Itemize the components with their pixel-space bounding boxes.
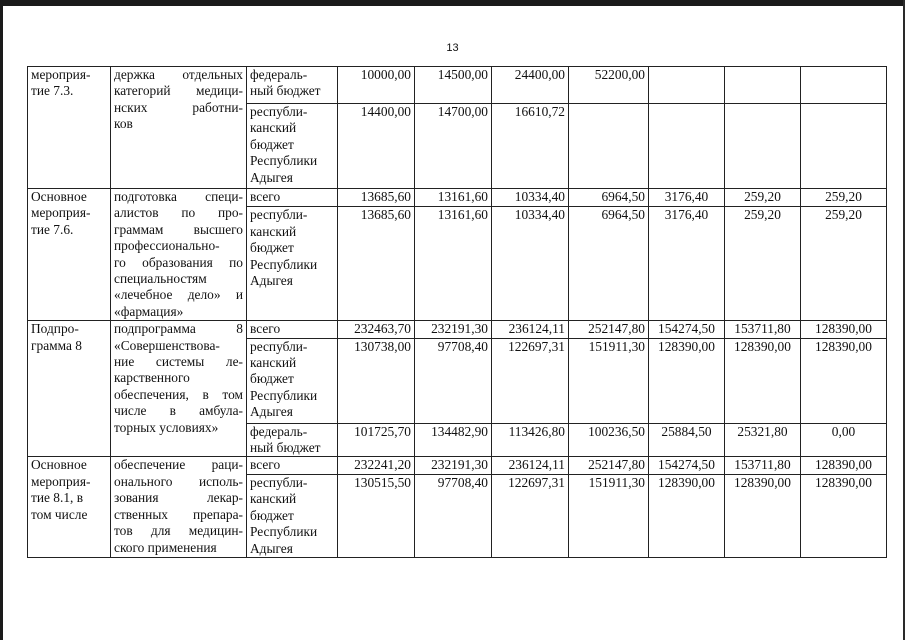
- measure-name-cell: [28, 189, 111, 321]
- cell-text-line: тов для медицин-: [114, 523, 243, 539]
- amount-cell: 14700,00: [415, 104, 492, 189]
- amount-cell: 14500,00: [415, 67, 492, 104]
- cell-text-line: бюджет: [250, 371, 294, 387]
- table-row: [28, 189, 887, 207]
- cell-text-line: Адыгея: [250, 404, 293, 420]
- amount-cell: 100236,50: [569, 423, 649, 457]
- amount-cell: [725, 104, 801, 189]
- cell-text-line: том числе: [31, 506, 88, 522]
- cell-text-line: «лечебное дело» и: [114, 287, 243, 303]
- cell-text-line: Адыгея: [250, 169, 293, 185]
- amount-cell: [801, 104, 887, 189]
- amount-cell: 128390,00: [801, 321, 887, 338]
- scan-border-top: [0, 0, 905, 6]
- cell-text-line: обеспечения, в том: [114, 386, 243, 402]
- cell-text-line: Адыгея: [250, 540, 293, 556]
- amount-cell: 153711,80: [725, 457, 801, 474]
- measure-description-cell: [111, 189, 247, 321]
- amount-cell: 13161,60: [415, 207, 492, 321]
- amount-cell: 154274,50: [649, 457, 725, 474]
- amount-cell: 13685,60: [338, 207, 415, 321]
- amount-cell: 25321,80: [725, 423, 801, 457]
- cell-text-line: граммам высшего: [114, 221, 243, 237]
- cell-text-line: Республики: [250, 153, 318, 169]
- amount-cell: 3176,40: [649, 189, 725, 207]
- cell-text-line: ный бюджет: [250, 83, 321, 99]
- page-number: 13: [446, 42, 459, 54]
- amount-cell: 24400,00: [492, 67, 569, 104]
- amount-cell: 128390,00: [725, 474, 801, 557]
- cell-text-line: федераль-: [250, 423, 308, 439]
- cell-text-line: подпрограмма 8: [114, 321, 243, 337]
- amount-cell: 13685,60: [338, 189, 415, 207]
- amount-cell: 236124,11: [492, 457, 569, 474]
- cell-text-line: числе в амбула-: [114, 403, 243, 419]
- funding-source-cell: [247, 457, 338, 474]
- amount-cell: 97708,40: [415, 338, 492, 423]
- cell-text-line: федераль-: [250, 67, 308, 82]
- funding-source-cell: [247, 67, 338, 104]
- funding-source-cell: [247, 423, 338, 457]
- amount-cell: 10000,00: [338, 67, 415, 104]
- cell-text-line: республи-: [250, 474, 308, 490]
- cell-text-line: тие 7.6.: [31, 221, 74, 237]
- funding-source-cell: [247, 104, 338, 189]
- amount-cell: 236124,11: [492, 321, 569, 338]
- cell-text-line: всего: [250, 321, 281, 337]
- cell-text-line: Основное: [31, 189, 87, 204]
- amount-cell: 122697,31: [492, 338, 569, 423]
- cell-text-line: всего: [250, 189, 281, 204]
- amount-cell: 0,00: [801, 423, 887, 457]
- amount-cell: 232241,20: [338, 457, 415, 474]
- amount-cell: 14400,00: [338, 104, 415, 189]
- cell-text-line: всего: [250, 457, 281, 473]
- cell-text-line: Адыгея: [250, 272, 293, 288]
- amount-cell: 128390,00: [649, 474, 725, 557]
- funding-source-cell: [247, 338, 338, 423]
- amount-cell: 252147,80: [569, 321, 649, 338]
- cell-text-line: бюджет: [250, 136, 294, 152]
- cell-text-line: мероприя-: [31, 473, 91, 489]
- measure-name-cell: [28, 321, 111, 457]
- cell-text-line: бюджет: [250, 507, 294, 523]
- amount-cell: [649, 67, 725, 104]
- cell-text-line: торных условиях»: [114, 419, 219, 435]
- funding-source-cell: [247, 189, 338, 207]
- cell-text-line: го образования по: [114, 254, 243, 270]
- cell-text-line: республи-: [250, 338, 308, 354]
- amount-cell: 101725,70: [338, 423, 415, 457]
- amount-cell: 25884,50: [649, 423, 725, 457]
- amount-cell: 128390,00: [801, 474, 887, 557]
- cell-text-line: нских работни-: [114, 99, 243, 115]
- cell-text-line: ный бюджет: [250, 440, 321, 456]
- measure-description-cell: [111, 457, 247, 557]
- cell-text-line: ского применения: [114, 539, 217, 555]
- amount-cell: [725, 67, 801, 104]
- cell-text-line: Республики: [250, 387, 318, 403]
- amount-cell: 153711,80: [725, 321, 801, 338]
- amount-cell: 10334,40: [492, 207, 569, 321]
- amount-cell: 122697,31: [492, 474, 569, 557]
- amount-cell: [649, 104, 725, 189]
- cell-text-line: «фармация»: [114, 303, 184, 319]
- cell-text-line: тие 8.1, в: [31, 490, 84, 506]
- cell-text-line: специальностям: [114, 271, 207, 287]
- measure-description-cell: [111, 67, 247, 189]
- cell-text-line: Основное: [31, 457, 87, 473]
- measure-description-cell: [111, 321, 247, 457]
- cell-text-line: канский: [250, 355, 297, 371]
- cell-text-line: алистов по про-: [114, 205, 243, 221]
- amount-cell: 259,20: [801, 207, 887, 321]
- cell-text-line: республи-: [250, 104, 308, 119]
- cell-text-line: онального исполь-: [114, 473, 243, 489]
- amount-cell: [801, 67, 887, 104]
- amount-cell: 154274,50: [649, 321, 725, 338]
- amount-cell: 259,20: [801, 189, 887, 207]
- amount-cell: 232191,30: [415, 457, 492, 474]
- cell-text-line: грамма 8: [31, 337, 82, 353]
- amount-cell: 128390,00: [801, 457, 887, 474]
- cell-text-line: Подпро-: [31, 321, 79, 337]
- amount-cell: 10334,40: [492, 189, 569, 207]
- amount-cell: 113426,80: [492, 423, 569, 457]
- cell-text-line: категорий медици-: [114, 83, 243, 99]
- amount-cell: 128390,00: [649, 338, 725, 423]
- table-row: [28, 67, 887, 104]
- cell-text-line: Республики: [250, 524, 318, 540]
- funding-source-cell: [247, 474, 338, 557]
- amount-cell: 130515,50: [338, 474, 415, 557]
- amount-cell: 259,20: [725, 189, 801, 207]
- cell-text-line: канский: [250, 491, 297, 507]
- funding-source-cell: [247, 321, 338, 338]
- amount-cell: 232191,30: [415, 321, 492, 338]
- amount-cell: 252147,80: [569, 457, 649, 474]
- amount-cell: 16610,72: [492, 104, 569, 189]
- cell-text-line: ние системы ле-: [114, 354, 243, 370]
- amount-cell: 3176,40: [649, 207, 725, 321]
- table-row: [28, 457, 887, 474]
- cell-text-line: канский: [250, 223, 297, 239]
- amount-cell: 52200,00: [569, 67, 649, 104]
- amount-cell: 6964,50: [569, 189, 649, 207]
- cell-text-line: «Совершенствова-: [114, 337, 220, 353]
- funding-source-cell: [247, 207, 338, 321]
- cell-text-line: зования лекар-: [114, 490, 243, 506]
- cell-text-line: ственных препара-: [114, 506, 243, 522]
- cell-text-line: тие 7.3.: [31, 83, 74, 99]
- amount-cell: 128390,00: [801, 338, 887, 423]
- scan-border-left: [0, 0, 3, 640]
- amount-cell: 6964,50: [569, 207, 649, 321]
- cell-text-line: Республики: [250, 256, 318, 272]
- amount-cell: 134482,90: [415, 423, 492, 457]
- cell-text-line: карственного: [114, 370, 190, 386]
- measure-name-cell: [28, 67, 111, 189]
- measure-name-cell: [28, 457, 111, 557]
- amount-cell: [569, 104, 649, 189]
- cell-text-line: обеспечение раци-: [114, 457, 243, 473]
- table-row: [28, 321, 887, 338]
- amount-cell: 151911,30: [569, 338, 649, 423]
- amount-cell: 128390,00: [725, 338, 801, 423]
- amount-cell: 13161,60: [415, 189, 492, 207]
- cell-text-line: подготовка специ-: [114, 189, 243, 204]
- amount-cell: 130738,00: [338, 338, 415, 423]
- amount-cell: 97708,40: [415, 474, 492, 557]
- amount-cell: 259,20: [725, 207, 801, 321]
- amount-cell: 232463,70: [338, 321, 415, 338]
- cell-text-line: мероприя-: [31, 67, 91, 82]
- amount-cell: 151911,30: [569, 474, 649, 557]
- cell-text-line: республи-: [250, 207, 308, 223]
- cell-text-line: профессионально-: [114, 238, 220, 254]
- budget-table: [27, 66, 887, 558]
- cell-text-line: бюджет: [250, 240, 294, 256]
- cell-text-line: мероприя-: [31, 205, 91, 221]
- cell-text-line: держка отдельных: [114, 67, 243, 82]
- cell-text-line: канский: [250, 120, 297, 136]
- cell-text-line: ков: [114, 116, 133, 132]
